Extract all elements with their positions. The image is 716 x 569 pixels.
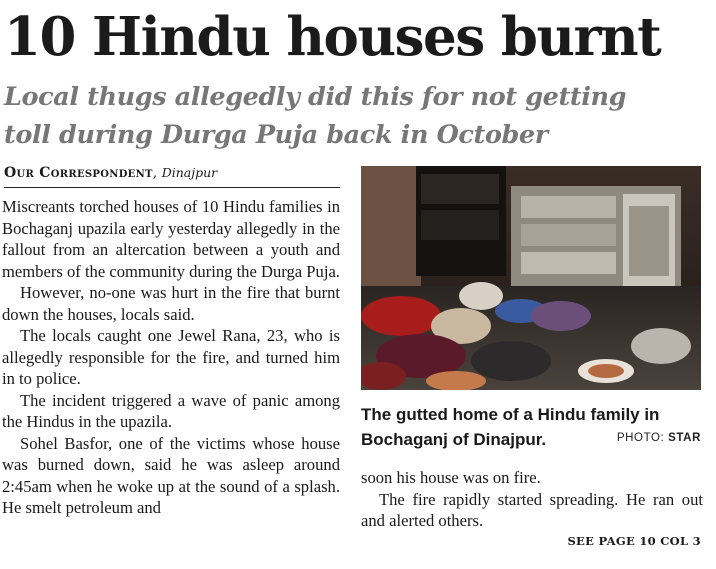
body-paragraph: soon his house was on fire. bbox=[361, 468, 541, 487]
byline bbox=[4, 163, 340, 188]
subheadline-line-2: toll during Durga Puja back in October bbox=[4, 120, 548, 150]
body-paragraph: Miscreants torched houses of 10 Hindu families in Bochaganj upazila early yesterday allegedly in the fallout from an altercation between a youth and members of the community during the Durga Puja. bbox=[2, 197, 340, 281]
byline-place: Dinajpur bbox=[161, 165, 218, 180]
caption-line-2: Bochaganj of Dinajpur. bbox=[361, 430, 547, 449]
burnt-room-image bbox=[361, 166, 701, 390]
body-paragraph: Sohel Basfor, one of the victims whose house was burned down, said he was asleep around 2:45am when he woke up at the sound of a splash. He smelt petroleum and bbox=[2, 433, 340, 517]
continuation-note: SEE PAGE 10 COL 3 bbox=[567, 534, 701, 548]
byline-separator: , bbox=[152, 165, 158, 181]
body-column-2 bbox=[361, 467, 703, 532]
body-paragraph: The fire rapidly started spreading. He ran out and alerted others. bbox=[361, 489, 703, 530]
photo-caption bbox=[361, 402, 701, 452]
caption-line-1: The gutted home of a Hindu family in bbox=[361, 405, 660, 424]
body-column-1 bbox=[2, 196, 340, 519]
subheadline bbox=[4, 78, 712, 154]
headline: 10 Hindu houses burnt bbox=[4, 6, 661, 68]
body-paragraph: The locals caught one Jewel Rana, 23, who is allegedly responsible for the fire, and turned him in to police. bbox=[2, 326, 340, 388]
news-photo bbox=[361, 166, 701, 390]
body-paragraph: However, no-one was hurt in the fire that burnt down the houses, locals said. bbox=[2, 283, 340, 324]
photo-credit-label: PHOTO: bbox=[616, 432, 665, 444]
byline-author: Our Correspondent bbox=[4, 165, 153, 181]
subheadline-line-1: Local thugs allegedly did this for not getting bbox=[4, 82, 627, 112]
body-paragraph: The incident triggered a wave of panic among the Hindus in the upazila. bbox=[2, 390, 340, 431]
photo-credit bbox=[617, 432, 701, 444]
photo-credit-source: STAR bbox=[668, 432, 701, 444]
